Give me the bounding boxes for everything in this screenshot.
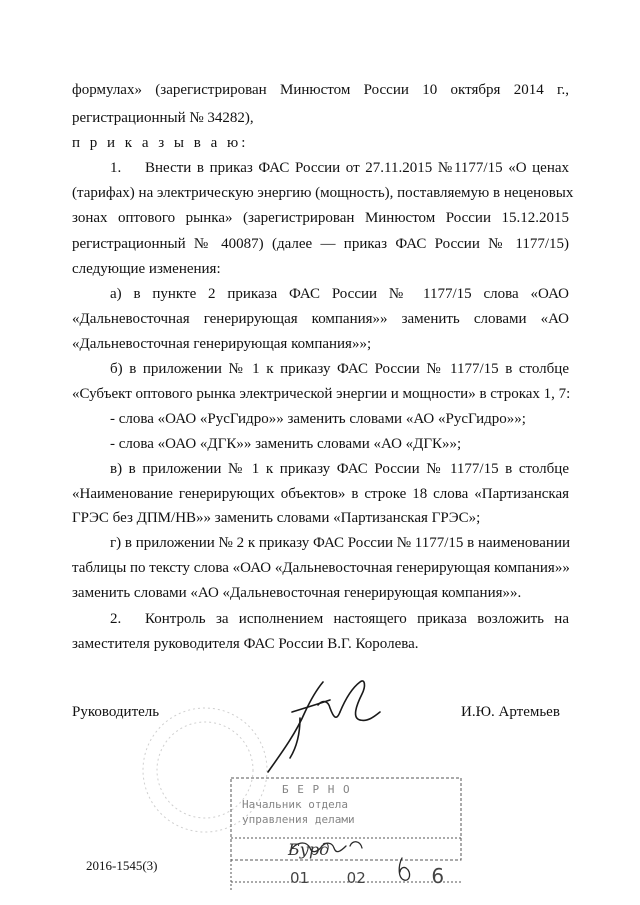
handwritten-signature — [268, 681, 380, 772]
text-line: зонах оптового рынка» (зарегистрирован Минюстом России 15.12.2015 — [72, 210, 569, 226]
stamp-line: Начальник отдела — [242, 798, 348, 811]
stamp-handwritten-name: Бурд — [288, 840, 330, 859]
text-line: заменить словами «АО «Дальневосточная генерирующая компания»». — [72, 585, 522, 601]
stamp-line: управления делами — [242, 813, 355, 826]
text-line: а) в пункте 2 приказа ФАС России № 1177/15 слова «ОАО — [110, 286, 569, 302]
text-line: - слова «ОАО «ДГК»» заменить словами «АО «ДГК»»; — [110, 436, 462, 452]
text-line: таблицы по тексту слова «ОАО «Дальневосточная генерирующая компания»» — [72, 560, 570, 576]
text-line: «Наименование генерирующих объектов» в строке 18 слова «Партизанская — [72, 486, 569, 502]
stamp-line: Б Е Р Н О — [282, 783, 351, 796]
stamp-date-month: 02 — [346, 869, 366, 887]
text-line: регистрационный № 40087) (далее — приказ ФАС России № 1177/15) — [72, 236, 569, 252]
stamp-sheets: 6 — [431, 864, 445, 888]
item-number: 1. — [110, 160, 122, 176]
text-line: Внести в приказ ФАС России от 27.11.2015 №1177/15 «О ценах — [145, 160, 569, 176]
text-line: - слова «ОАО «РусГидро»» заменить словами «АО «РусГидро»»; — [110, 411, 526, 427]
text-line: следующие изменения: — [72, 261, 221, 277]
text-line: г) в приложении № 2 к приказу ФАС России № 1177/15 в наименовании — [110, 535, 571, 551]
document-code: 2016-1545(3) — [86, 858, 158, 873]
signer-name: И.Ю. Артемьев — [461, 704, 560, 720]
order-keyword: п р и к а з ы в а ю: — [72, 135, 249, 151]
stamp-date — [290, 864, 450, 888]
stamp-text — [242, 782, 452, 827]
text-line: формулах» (зарегистрирован Минюстом России 10 октября 2014 г., — [72, 82, 569, 98]
text-line: заместителя руководителя ФАС России В.Г. Королева. — [72, 636, 419, 652]
text-line: (тарифах) на электрическую энергию (мощность), поставляемую в неценовых — [72, 185, 574, 201]
text-line: «Субъект оптового рынка электрической энергии и мощности» в строках 1, 7: — [72, 386, 571, 402]
item-number: 2. — [110, 611, 122, 627]
text-line: Контроль за исполнением настоящего приказа возложить на — [145, 611, 569, 627]
text-line: «Дальневосточная генерирующая компания»» заменить словами «АО — [72, 311, 569, 327]
signer-title: Руководитель — [72, 704, 160, 720]
text-line: «Дальневосточная генерирующая компания»»; — [72, 336, 372, 352]
text-line: ГРЭС без ДПМ/НВ»» заменить словами «Партизанская ГРЭС»; — [72, 510, 481, 526]
text-line: регистрационный № 34282), — [72, 110, 254, 126]
text-line: в) в приложении № 1 к приказу ФАС России № 1177/15 в столбце — [110, 461, 569, 477]
text-line: б) в приложении № 1 к приказу ФАС России № 1177/15 в столбце — [110, 361, 569, 377]
stamp-date-day: 01 — [290, 869, 310, 887]
